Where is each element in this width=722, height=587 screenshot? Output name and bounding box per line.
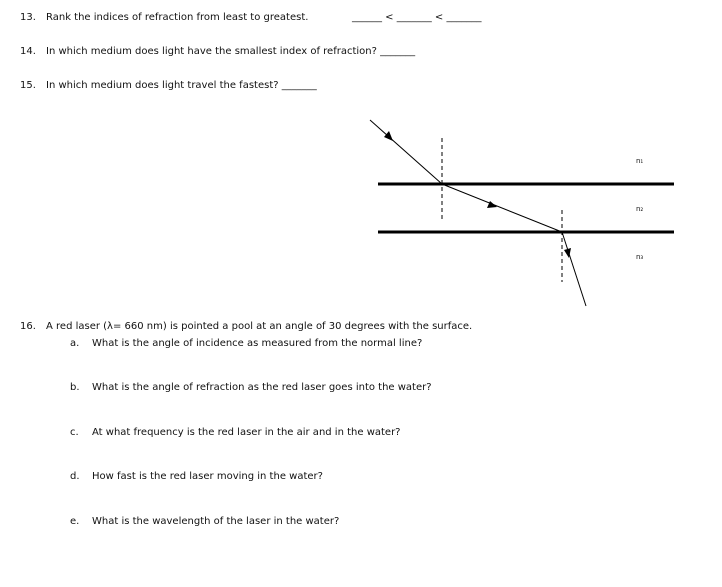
question-16e-letter: e. xyxy=(70,516,80,527)
question-16d-letter: d. xyxy=(70,471,80,482)
question-16c-letter: c. xyxy=(70,427,79,438)
question-16c-text: At what frequency is the red laser in the air and in the water? xyxy=(92,427,401,438)
question-16-number: 16. xyxy=(20,321,36,332)
question-13-number: 13. xyxy=(20,12,36,23)
ray-medium-2 xyxy=(442,184,562,232)
question-16a-text: What is the angle of incidence as measured from the normal line? xyxy=(92,338,423,349)
question-16a-letter: a. xyxy=(70,338,80,349)
question-16d-text: How fast is the red laser moving in the water? xyxy=(92,471,323,482)
question-15-number: 15. xyxy=(20,80,36,91)
label-n3: n₃ xyxy=(636,253,644,261)
question-14-text: In which medium does light have the smallest index of refraction? _______ xyxy=(46,46,416,57)
question-13-answer-line: ______ < _______ < _______ xyxy=(352,12,482,23)
ray-medium-3 xyxy=(562,232,586,306)
question-16b-text: What is the angle of refraction as the red laser goes into the water? xyxy=(92,382,432,393)
question-13-text: Rank the indices of refraction from least to greatest. xyxy=(46,12,309,23)
ray-medium-1 xyxy=(370,120,442,184)
question-14-number: 14. xyxy=(20,46,36,57)
arrow-ray-1 xyxy=(384,131,393,141)
question-16e-text: What is the wavelength of the laser in the water? xyxy=(92,516,340,527)
label-n1: n₁ xyxy=(636,157,644,165)
question-15-text: In which medium does light travel the fastest? _______ xyxy=(46,80,317,91)
question-16b-letter: b. xyxy=(70,382,80,393)
arrow-ray-2 xyxy=(487,201,497,208)
question-16-text: A red laser (λ= 660 nm) is pointed a pool at an angle of 30 degrees with the surface. xyxy=(46,321,473,332)
label-n2: n₂ xyxy=(636,205,644,213)
question-16 xyxy=(20,321,472,333)
